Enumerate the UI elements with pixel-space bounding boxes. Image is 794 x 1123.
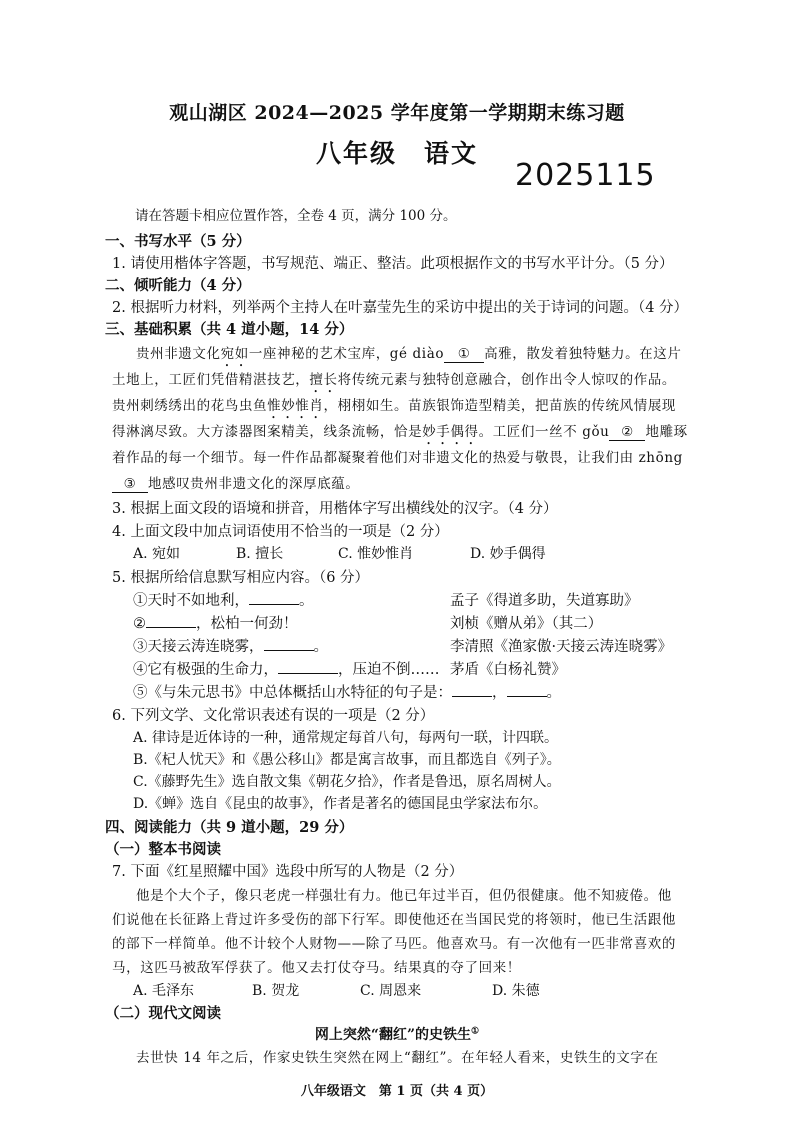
question-1: 1. 请使用楷体字答题，书写规范、端正、整洁。此项根据作文的书写水平计分。（5 分） [112,256,674,272]
q5-source-3: 李清照《渔家傲·天接云涛连晓雾》 [450,639,673,655]
q4-option-c: C. 惟妙惟肖 [338,546,414,562]
q5-source-4: 茅盾《白杨礼赞》 [450,662,566,678]
q5-source-2: 刘桢《赠从弟》（其二） [450,616,603,632]
q5-blank [507,696,547,697]
passage-text: 高雅，散发着独特魅力。在这片 [484,346,682,362]
blank-1: ① [444,346,484,363]
q7-option-c: C. 周恩来 [360,983,422,999]
q4-option-b: B. 擅长 [236,546,284,562]
dotted-word-2: 擅长 [309,372,338,388]
q7-passage-line-1: 他是个大个子，像只老虎一样强壮有力。他已年过半百，但仍很健康。他不知疲倦。他 [136,888,672,904]
blank-2: ② [609,424,645,441]
q5-blank [249,604,299,605]
section-3-heading: 三、基础积累（共 4 道小题，14 分） [105,321,354,338]
q7-passage-line-4: 马，这匹马被敌军俘获了。他又去打仗夺马。结果真的夺了回来！ [112,960,521,976]
passage-line-1 [136,342,681,370]
q5-blank [278,673,338,674]
q4-option-a: A. 宛如 [133,546,181,562]
q5-blank [452,696,492,697]
footnote-marker: ① [471,1026,480,1037]
passage-line-2 [112,368,676,396]
page-footer: 八年级语文 第 1 页（共 4 页） [300,1084,494,1099]
q5-text: ④它有极强的生命力， [133,662,278,678]
q5-text: ①天时不如地利， [133,593,249,609]
q6-option-b: B.《杞人忧天》和《愚公移山》都是寓言故事，而且都选自《列子》。 [133,752,561,768]
exam-code: 2025115 [515,158,656,193]
question-6: 6. 下列文学、文化常识表述有误的一项是（2 分） [112,708,435,724]
passage-text: 地感叹贵州非遗文化的深厚底蕴。 [148,476,360,492]
q6-option-a: A. 律诗是近体诗的一种，通常规定每首八句，每两句一联，计四联。 [133,730,559,746]
section-2-heading: 二、倾听能力（4 分） [105,277,251,294]
q5-line-1 [133,589,314,610]
passage-text: 一座神秘的艺术宝库，gé diào [248,346,445,362]
blank-3: ③ [112,476,148,493]
q7-passage-line-2: 们说他在长征路上背过许多受伤的部下行军。即使他还在当国民党的将领时，他已生活跟他 [112,912,676,928]
q5-text: ② [133,616,146,632]
passage-text: 。工匠们一丝不 gǒu [478,424,610,440]
passage-text: 贵州刺绣绣出的花鸟虫鱼 [112,398,268,414]
passage-text: 土地上，工匠们凭借精湛技艺， [112,372,310,388]
q5-source-1: 孟子《得道多助，失道寡助》 [450,593,639,609]
dotted-word-3: 惟妙惟肖 [267,398,324,414]
section-1-heading: 一、书写水平（5 分） [105,233,251,250]
q5-line-5 [133,681,561,702]
question-3: 3. 根据上面文段的语境和拼音，用楷体字写出横线处的汉字。（4 分） [112,501,558,517]
q6-option-c: C.《藤野先生》选自散文集《朝花夕拾》，作者是鲁迅，原名周树人。 [133,774,561,790]
passage-text: 贵州非遗文化 [136,346,221,362]
q5-blank [264,650,314,651]
q7-option-a: A. 毛泽东 [133,983,195,999]
q5-text: 。 [313,639,328,655]
passage-line-3 [112,394,676,422]
q7-passage-line-3: 的部下一样简单。他不计较个人财物——除了马匹。他喜欢马。有一次他有一匹非常喜欢的 [112,936,676,952]
section-4-heading: 四、阅读能力（共 9 道小题，29 分） [105,819,354,836]
instructions: 请在答题卡相应位置作答，全卷 4 页，满分 100 分。 [135,208,457,224]
article-title-text: 网上突然“翻红”的史铁生 [314,1027,472,1043]
subsection-1-heading: （一）整本书阅读 [105,841,221,858]
q5-line-2 [133,612,298,633]
passage-text: 得淋漓尽致。大方漆器图案精美，线条流畅，恰是 [112,424,423,440]
q4-option-d: D. 妙手偶得 [470,546,546,562]
q5-text: ， [492,685,507,701]
article-title [0,1024,794,1044]
passage-text: ，栩栩如生。苗族银饰造型精美，把苗族的传统风情展现 [323,398,677,414]
dotted-word-4: 妙手偶得 [422,424,479,440]
q5-blank [146,627,196,628]
q5-line-3 [133,635,328,656]
q5-text: ，压迫不倒…… [338,662,440,678]
exam-subtitle: 八年级 语文 [315,139,478,168]
exam-title: 观山湖区 2024—2025 学年度第一学期期末练习题 [169,102,625,124]
passage-text: 将传统元素与独特创意融合，创作出令人惊叹的作品。 [337,372,677,388]
passage-line-5: 着作品的每一个细节。每一件作品都凝聚着他们对非遗文化的热爱与敬畏，让我们由 zhōng [112,450,683,466]
passage-line-6 [112,472,360,493]
passage-line-4 [112,420,688,448]
q7-option-b: B. 贺龙 [252,983,300,999]
q5-text: 。 [299,593,314,609]
question-5: 5. 根据所给信息默写相应内容。（6 分） [112,570,370,586]
q7-option-d: D. 朱德 [492,983,540,999]
subsection-2-heading: （二）现代文阅读 [105,1005,221,1022]
question-2: 2. 根据听力材料，列举两个主持人在叶嘉莹先生的采访中提出的关于诗词的问题。（4 分） [112,300,689,316]
dotted-word-1: 宛如 [220,346,249,362]
q5-text: ③天接云涛连晓雾， [133,639,264,655]
question-4: 4. 上面文段中加点词语使用不恰当的一项是（2 分） [112,524,449,540]
article-paragraph-1: 去世快 14 年之后，作家史铁生突然在网上“翻红”。在年轻人看来，史铁生的文字在 [136,1050,659,1066]
q5-text: ⑤《与朱元思书》中总体概括山水特征的句子是： [133,685,452,701]
question-7: 7. 下面《红星照耀中国》选段中所写的人物是（2 分） [112,864,464,880]
q6-option-d: D.《蝉》选自《昆虫的故事》，作者是著名的德国昆虫学家法布尔。 [133,796,548,812]
q5-text: 。 [546,685,561,701]
q5-text: ，松柏一何劲！ [196,616,298,632]
q5-line-4 [133,658,440,679]
passage-text: 地雕琢 [645,424,688,440]
